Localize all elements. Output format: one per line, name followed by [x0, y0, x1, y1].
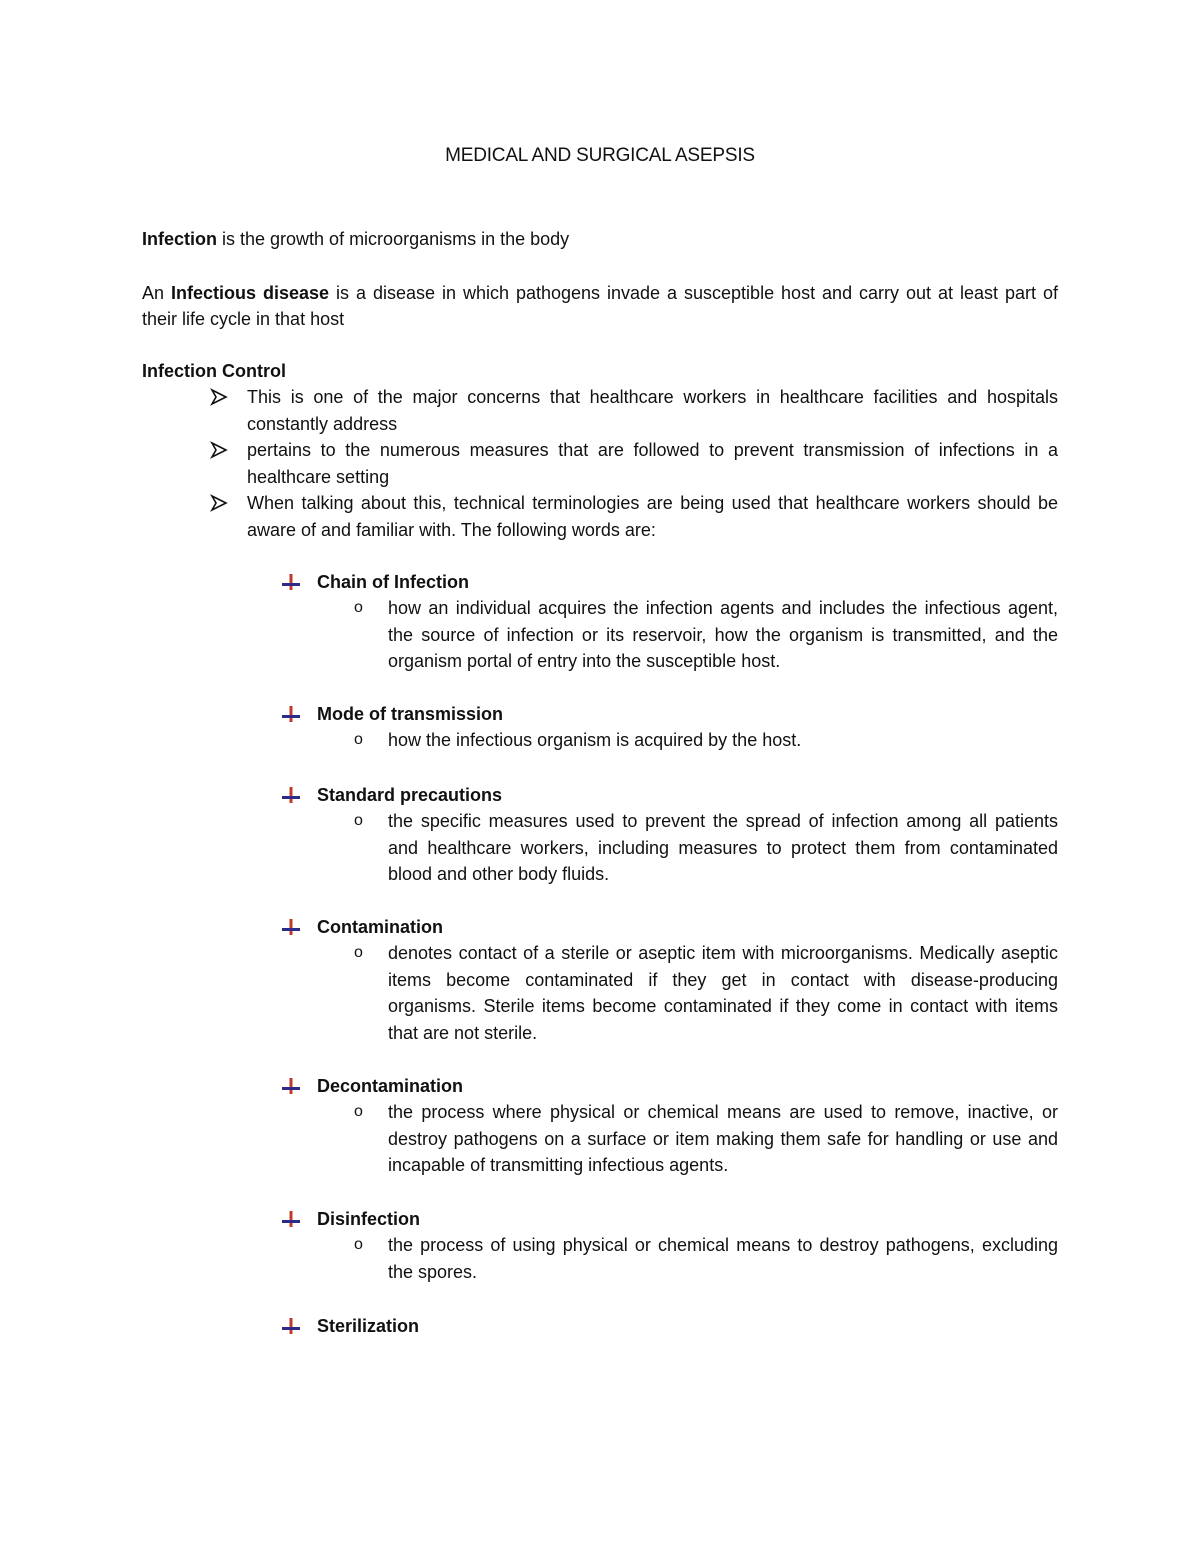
- infection-control-bullet-text: This is one of the major concerns that healthcare workers in healthcare facilities and hospitals constantly address: [247, 387, 1058, 434]
- term-block-disinfection: [282, 1206, 1058, 1285]
- infection-control-bullet: [247, 384, 1058, 437]
- page-title: MEDICAL AND SURGICAL ASEPSIS: [445, 145, 755, 166]
- term-title-text: Mode of transmission: [317, 704, 504, 724]
- arrow-bullet-icon: [209, 493, 229, 513]
- term-definition: [354, 940, 1058, 1046]
- intro-paragraph-infectious-disease: [142, 280, 1058, 332]
- term-definition-text: the process of using physical or chemical means to destroy pathogens, excluding the spores.: [388, 1235, 1058, 1282]
- term-title: [282, 701, 1058, 727]
- circle-bullet: o: [354, 1236, 363, 1253]
- term-definition-text: the process where physical or chemical means are used to remove, inactive, or destroy pathogens on a surface or item making them safe for handling or use and incapable of transmitting infectious agents.: [388, 1102, 1058, 1175]
- plus-bullet-icon: [282, 706, 300, 722]
- arrow-bullet-icon: [209, 387, 229, 407]
- infection-control-heading: Infection Control: [142, 361, 286, 381]
- term-title: [282, 569, 1058, 595]
- term-definition: [354, 808, 1058, 888]
- intro-text-infection: is the growth of microorganisms in the body: [217, 229, 570, 249]
- infection-control-bullet: [247, 437, 1058, 490]
- term-definition-text: how the infectious organism is acquired by the host.: [388, 730, 802, 750]
- term-block-decontamination: [282, 1073, 1058, 1179]
- term-title-text: Standard precautions: [317, 785, 503, 805]
- plus-bullet-icon: [282, 1211, 300, 1227]
- infection-control-bullet: [247, 490, 1058, 543]
- circle-bullet: o: [354, 599, 363, 616]
- plus-bullet-icon: [282, 919, 300, 935]
- term-title-text: Contamination: [317, 917, 443, 937]
- circle-bullet: o: [354, 812, 363, 829]
- plus-bullet-icon: [282, 1318, 300, 1334]
- term-title-text: Decontamination: [317, 1076, 464, 1096]
- term-block-chain-of-infection: [282, 569, 1058, 675]
- circle-bullet: o: [354, 1103, 363, 1120]
- term-title: [282, 782, 1058, 808]
- term-infectious-disease: Infectious disease: [171, 283, 330, 303]
- term-block-sterilization: [282, 1313, 1058, 1339]
- term-title-text: Sterilization: [317, 1316, 420, 1336]
- term-definition: [354, 595, 1058, 675]
- infection-control-bullet-text: When talking about this, technical terminologies are being used that healthcare workers should be aware of and familiar with. The following words are:: [247, 493, 1058, 540]
- intro-text-infectious-disease: is a disease in which pathogens invade a susceptible host and carry out at least part of their life cycle in that host: [142, 283, 1059, 329]
- term-definition-text: denotes contact of a sterile or aseptic item with microorganisms. Medically aseptic items become contaminated if they get in contact with disease-producing organisms. Sterile items become contaminated if they come in contact with items that are not sterile.: [388, 943, 1058, 1043]
- term-title-text: Chain of Infection: [317, 572, 469, 592]
- term-definition: [354, 727, 1058, 754]
- term-block-contamination: [282, 914, 1058, 1046]
- term-title: [282, 1073, 1058, 1099]
- circle-bullet: o: [354, 944, 363, 961]
- intro-prefix: An: [142, 283, 171, 303]
- term-definition-text: the specific measures used to prevent the spread of infection among all patients and healthcare workers, including measures to protect them from contaminated blood and other body fluids.: [388, 811, 1058, 884]
- circle-bullet: o: [354, 731, 363, 748]
- term-definition: [354, 1099, 1058, 1179]
- intro-paragraph-infection: [142, 226, 1058, 252]
- plus-bullet-icon: [282, 1078, 300, 1094]
- term-block-standard-precautions: [282, 782, 1058, 888]
- term-title: [282, 1313, 1058, 1339]
- term-title: [282, 1206, 1058, 1232]
- term-title-text: Disinfection: [317, 1209, 421, 1229]
- term-block-mode-of-transmission: [282, 701, 1058, 754]
- plus-bullet-icon: [282, 574, 300, 590]
- term-definition-text: how an individual acquires the infection agents and includes the infectious agent, the source of infection or its reservoir, how the organism is transmitted, and the organism portal of entry into the susceptible host.: [388, 598, 1058, 671]
- term-title: [282, 914, 1058, 940]
- term-infection: Infection: [142, 229, 217, 249]
- arrow-bullet-icon: [209, 440, 229, 460]
- term-definition: [354, 1232, 1058, 1285]
- plus-bullet-icon: [282, 787, 300, 803]
- infection-control-bullet-text: pertains to the numerous measures that are followed to prevent transmission of infections in a healthcare setting: [247, 440, 1058, 487]
